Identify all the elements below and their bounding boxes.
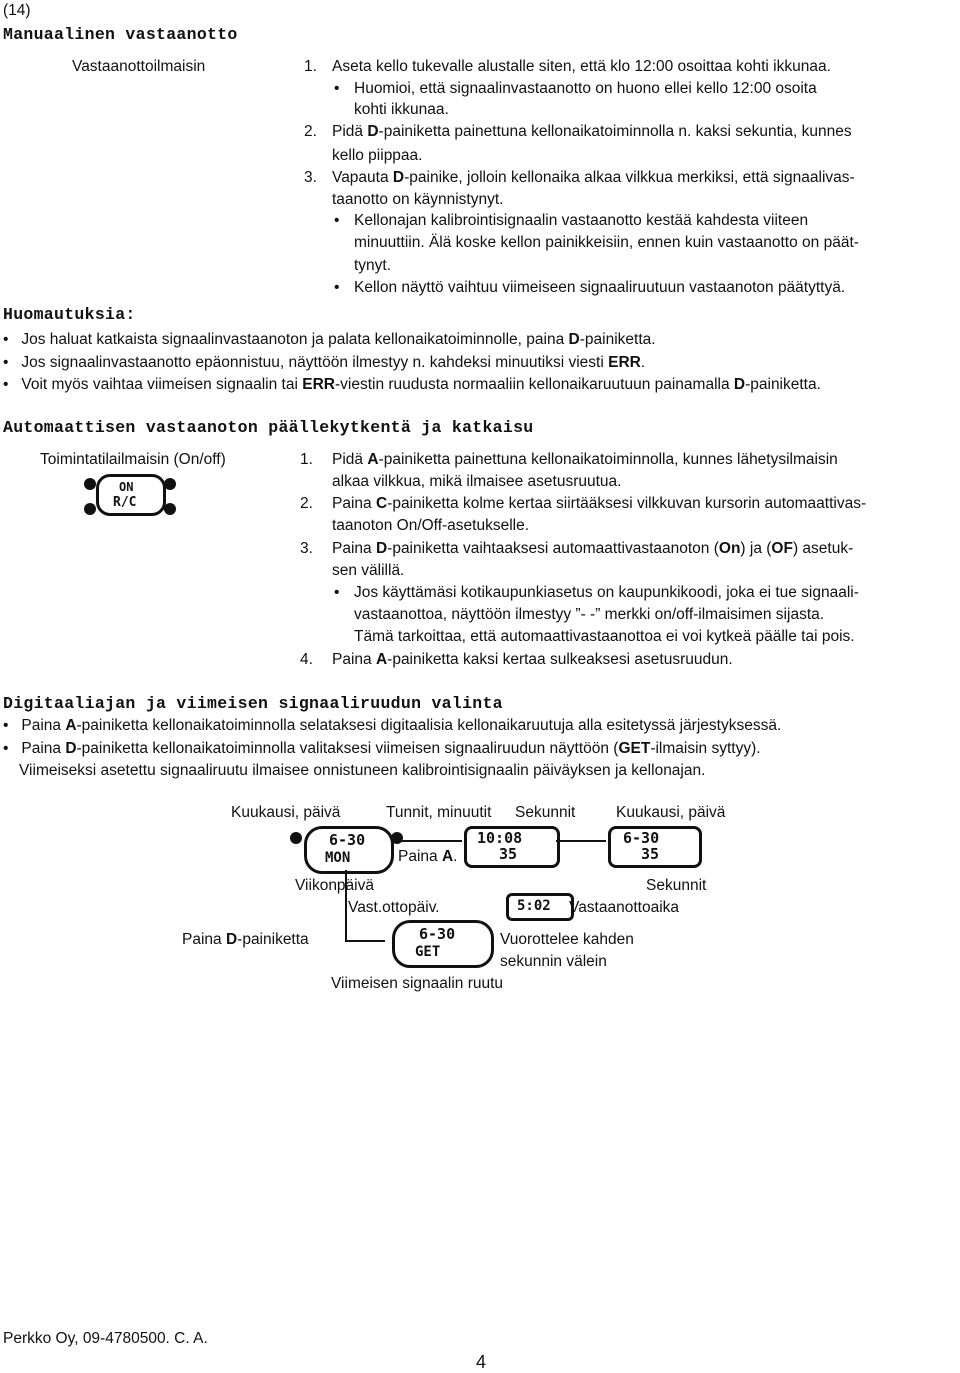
auto-note-line3: Tämä tarkoittaa, että automaattivastaanottoa ei voi kytkeä päälle tai pois.	[354, 628, 855, 645]
lcd-time-sec: 35	[499, 845, 518, 863]
lcd-reception-time-value: 5:02	[517, 898, 551, 914]
step3-note-line1: Kellonajan kalibrointisignaalin vastaanotto kestää kahdesta viiteen	[354, 212, 809, 229]
page-number: 4	[476, 1352, 487, 1372]
title-digital-time: Digitaaliajan ja viimeisen signaaliruudun valinta	[3, 694, 503, 713]
step1-note-line2: kohti ikkunaa.	[354, 101, 449, 118]
auto-step1-line2: alkaa vilkkua, mikä ilmaisee asetusruutua.	[332, 473, 622, 490]
label-press-a: Paina A.	[398, 848, 458, 865]
label-reception-time: Vastaanottoaika	[569, 899, 680, 916]
step3-line1: Vapauta D-painike, jolloin kellonaika alkaa vilkkua merkiksi, että signaalivas-	[332, 169, 855, 186]
step2-line2: kello piippaa.	[332, 147, 423, 164]
digi-bullet-1: • Paina A-painiketta kellonaikatoiminnolla selataksesi digitaalisia kellonaikaruutuja alla esitetyssä järjestyksessä.	[3, 717, 782, 734]
button-a-icon	[84, 478, 96, 490]
bullet: •	[334, 584, 340, 601]
lcd-time-hm: 10:08	[477, 829, 523, 847]
step3-note-line3: tynyt.	[354, 257, 392, 274]
note-1: • Jos haluat katkaista signaalinvastaanoton ja palata kellonaikatoiminnolle, paina D-painiketta.	[3, 331, 656, 348]
label-mode-indicator: Toimintatilailmaisin (On/off)	[40, 451, 226, 468]
lcd-date: 6-30	[329, 831, 366, 849]
bullet: •	[334, 212, 340, 229]
button-a-icon	[290, 832, 302, 844]
button-b-icon	[391, 832, 403, 844]
note-2: • Jos signaalinvastaanotto epäonnistuu, näyttöön ilmestyy n. kahdeksi minuutiksi viesti ERR.	[3, 354, 646, 371]
lcd-onoff-top: ON	[119, 480, 134, 494]
label-alternates-line2: sekunnin välein	[500, 953, 607, 970]
auto-step1-number: 1.	[300, 451, 313, 468]
label-seconds-top: Sekunnit	[515, 804, 576, 821]
digi-bullet-2-line2: Viimeiseksi asetettu signaaliruutu ilmaisee onnistuneen kalibrointisignaalin päiväyksen ja kellonajan.	[19, 762, 706, 779]
label-press-d: Paina D-painiketta	[182, 931, 309, 948]
label-seconds: Sekunnit	[646, 877, 707, 894]
step1-text: Aseta kello tukevalle alustalle siten, että klo 12:00 osoittaa kohti ikkunaa.	[332, 58, 831, 75]
lcd-weekday: MON	[325, 850, 351, 866]
label-reception-indicator: Vastaanottoilmaisin	[72, 58, 206, 75]
auto-step4-number: 4.	[300, 651, 313, 668]
arrow-time-to-date	[556, 840, 606, 842]
label-weekday: Viikonpäivä	[295, 877, 374, 894]
lcd-date-weekday	[304, 826, 394, 874]
step2-line1: Pidä D-painiketta painettuna kellonaikatoiminnolla n. kaksi sekuntia, kunnes	[332, 123, 852, 140]
lcd-date2: 6-30	[623, 829, 660, 847]
step3-note2: Kellon näyttö vaihtuu viimeiseen signaaliruutuun vastaanoton päätyttyä.	[354, 279, 846, 296]
label-alternates-line1: Vuorottelee kahden	[500, 931, 634, 948]
bullet: •	[334, 279, 340, 296]
step3-number: 3.	[304, 169, 317, 186]
auto-step1-line1: Pidä A-painiketta painettuna kellonaikatoiminnolla, kunnes lähetysilmaisin	[332, 451, 838, 468]
lcd-sec2: 35	[641, 845, 660, 863]
lcd-onoff-bottom: R/C	[113, 495, 137, 510]
label-reception-date: Vast.ottopäiv.	[348, 899, 440, 916]
arrow-to-get	[345, 940, 385, 942]
auto-step3-line1: Paina D-painiketta vaihtaaksesi automaattivastaanoton (On) ja (OF) asetuk-	[332, 540, 854, 557]
lcd-last-signal	[392, 920, 494, 968]
auto-note-line2: vastaanottoa, näyttöön ilmestyy ”- -” merkki on/off-ilmaisimen sijasta.	[354, 606, 825, 623]
lcd-time	[464, 826, 560, 868]
label-month-day-2: Kuukausi, päivä	[616, 804, 726, 821]
lcd-reception-time	[506, 893, 574, 921]
label-hours-minutes: Tunnit, minuutit	[386, 804, 492, 821]
lcd-last-date: 6-30	[419, 925, 456, 943]
auto-step3-line2: sen välillä.	[332, 562, 405, 579]
footer-text: Perkko Oy, 09-4780500. C. A.	[3, 1330, 208, 1347]
arrow-a-to-time	[392, 840, 462, 842]
title-auto-reception: Automaattisen vastaanoton päällekytkentä ja katkaisu	[3, 418, 534, 437]
auto-step3-number: 3.	[300, 540, 313, 557]
lcd-date-seconds	[608, 826, 702, 868]
button-c-icon	[84, 503, 96, 515]
step3-note-line2: minuuttiin. Älä koske kellon painikkeisiin, ennen kuin vastaanotto on päät-	[354, 234, 859, 251]
section-number: (14)	[3, 2, 31, 19]
lcd-get-indicator: GET	[415, 944, 441, 960]
label-month-day-1: Kuukausi, päivä	[231, 804, 341, 821]
step1-number: 1.	[304, 58, 317, 75]
notes-title: Huomautuksia:	[3, 305, 136, 324]
auto-step2-line2: taanoton On/Off-asetukselle.	[332, 517, 530, 534]
auto-step4-line1: Paina A-painiketta kaksi kertaa sulkeaksesi asetusruudun.	[332, 651, 733, 668]
digi-bullet-2: • Paina D-painiketta kellonaikatoiminnolla valitaksesi viimeisen signaaliruudun näyttöön (GET-ilmaisin syttyy).	[3, 740, 761, 757]
auto-step2-line1: Paina C-painiketta kolme kertaa siirtääksesi vilkkuvan kursorin automaattivas-	[332, 495, 867, 512]
title-manual-reception: Manuaalinen vastaanotto	[3, 25, 238, 44]
step3-line2: taanotto on käynnistynyt.	[332, 191, 504, 208]
note-3: • Voit myös vaihtaa viimeisen signaalin tai ERR-viestin ruudusta normaaliin kellonaikaruutuun painamalla D-painiketta.	[3, 376, 821, 393]
label-last-signal-screen: Viimeisen signaalin ruutu	[331, 975, 504, 992]
step1-note-line1: Huomioi, että signaalinvastaanotto on huono ellei kello 12:00 osoita	[354, 80, 817, 97]
auto-step2-number: 2.	[300, 495, 313, 512]
step2-number: 2.	[304, 123, 317, 140]
auto-note-line1: Jos käyttämäsi kotikaupunkiasetus on kaupunkikoodi, joka ei tue signaali-	[354, 584, 859, 601]
bullet: •	[334, 80, 340, 97]
lcd-onoff-display	[96, 474, 166, 516]
button-d-icon	[164, 503, 176, 515]
